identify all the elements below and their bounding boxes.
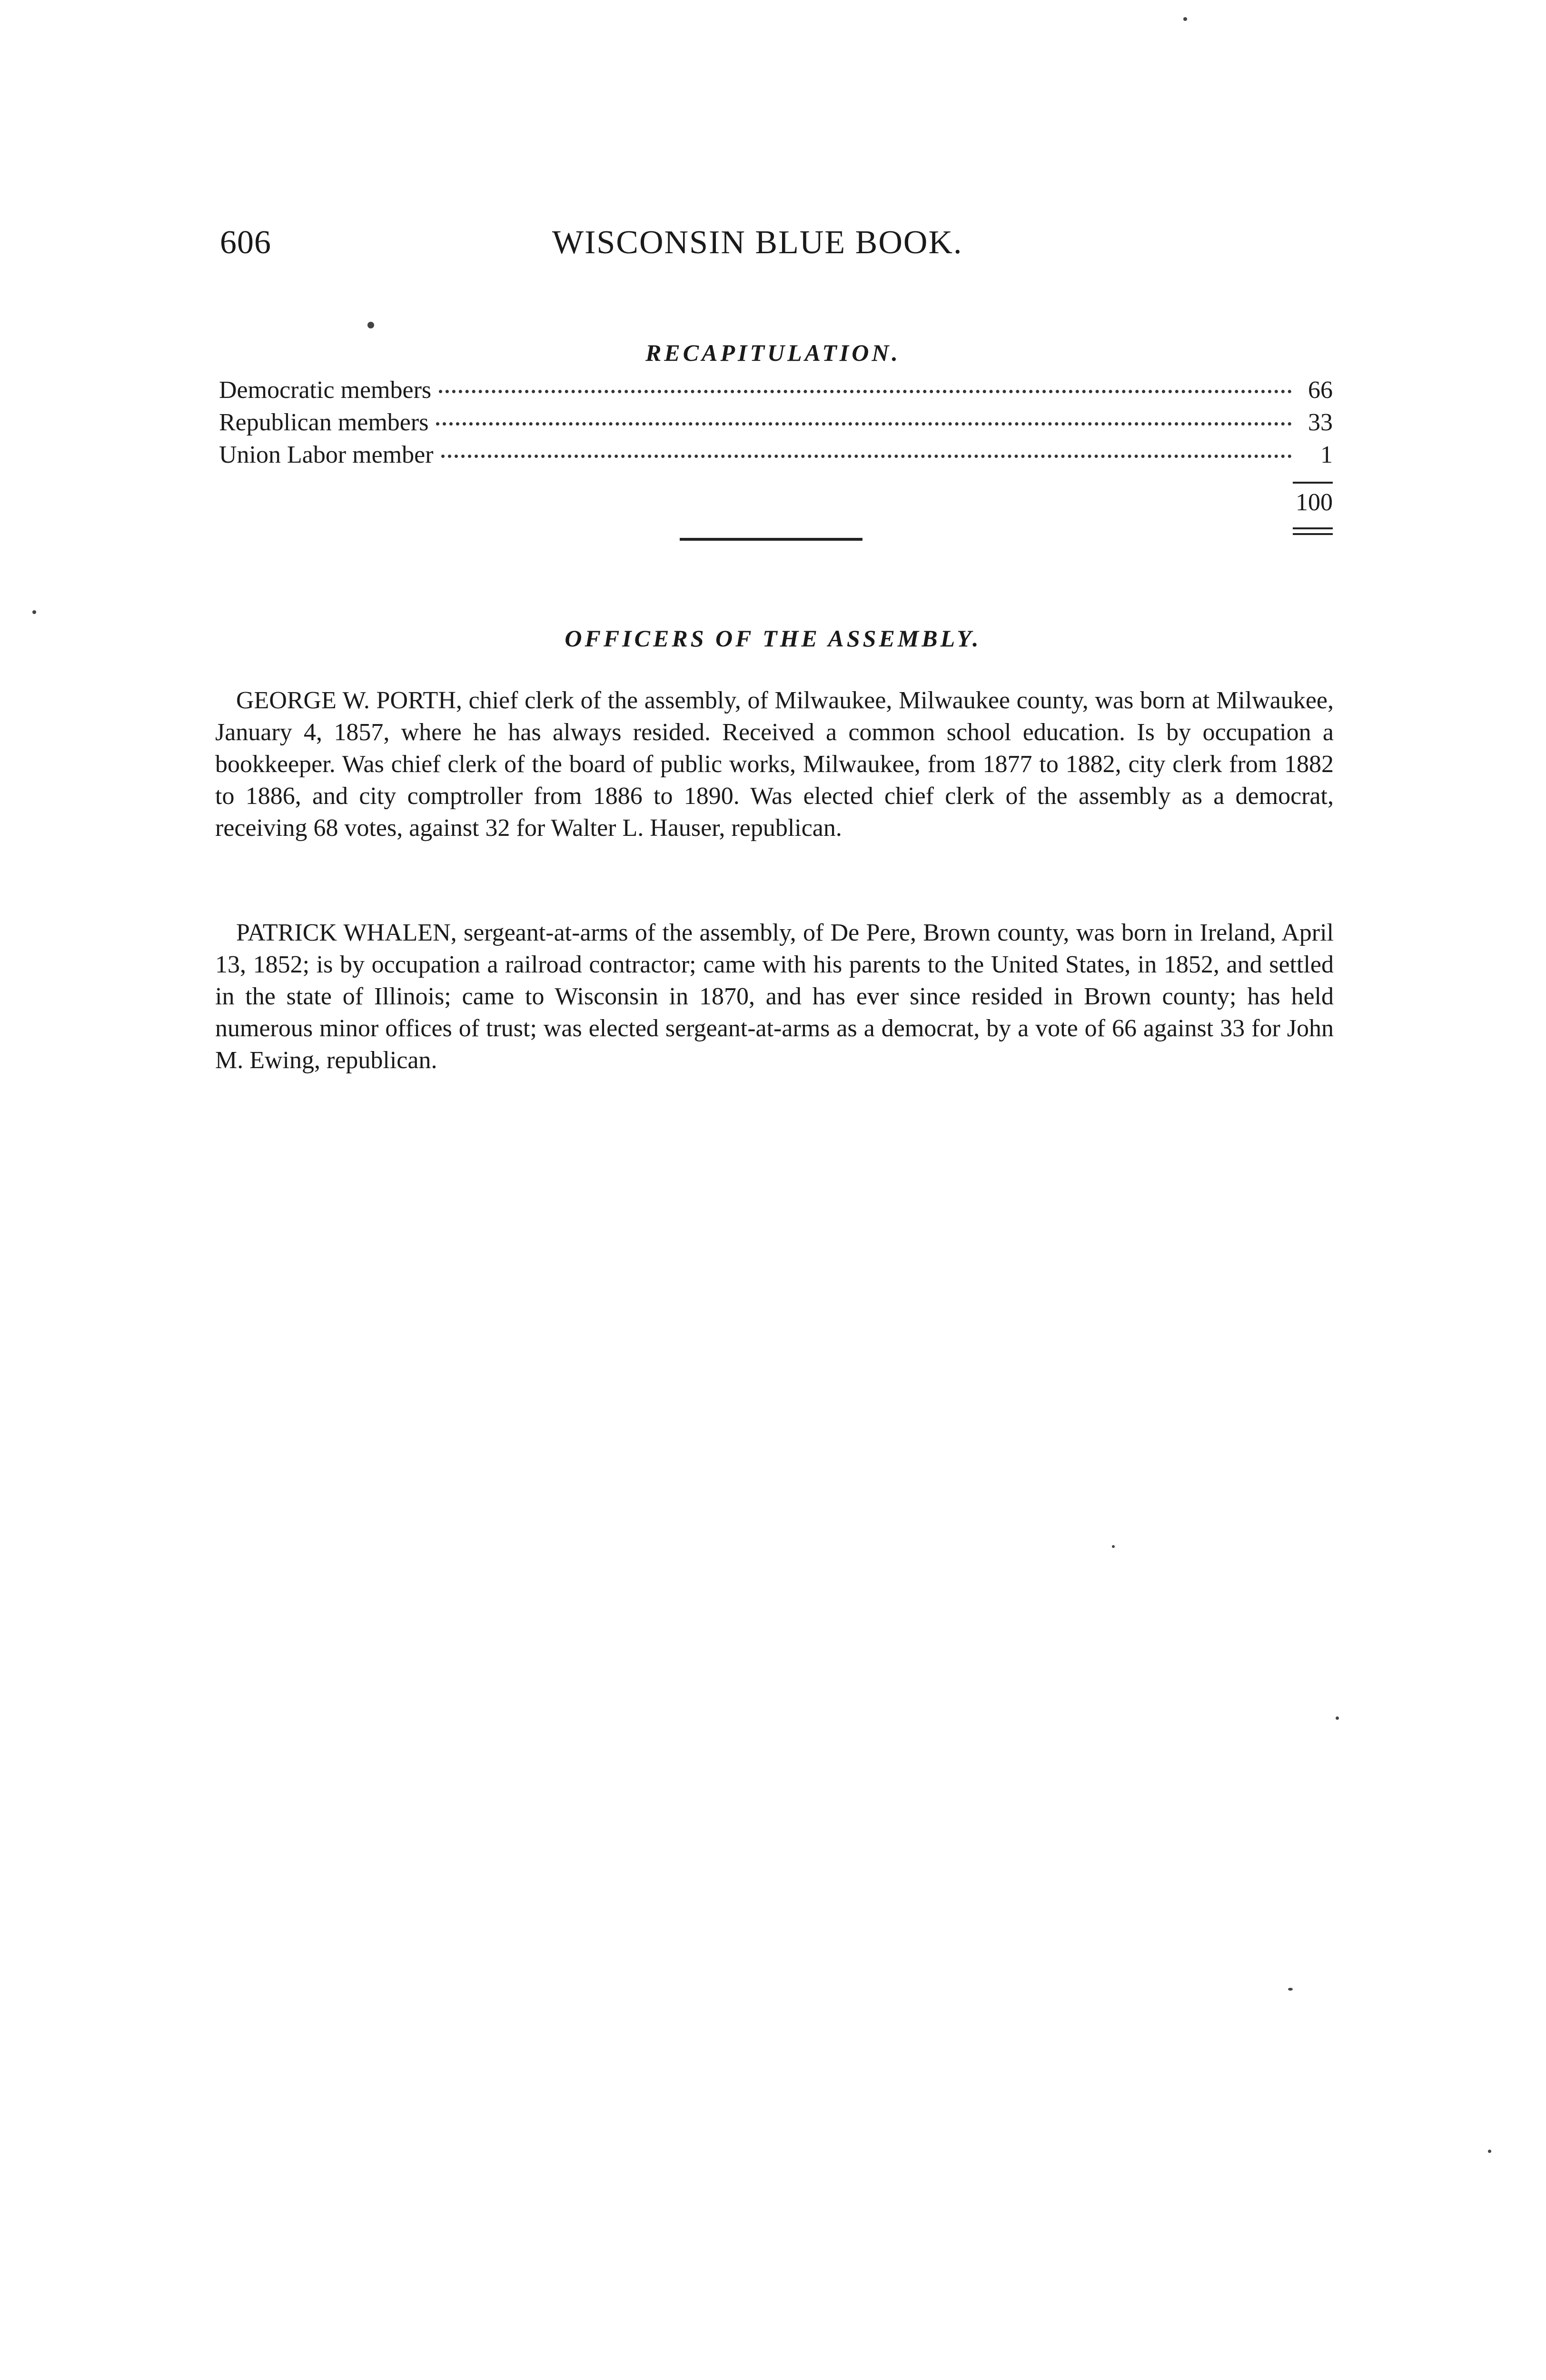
recap-label: Republican members <box>219 409 429 436</box>
recapitulation-title: RECAPITULATION. <box>645 339 901 366</box>
recap-value: 33 <box>1308 409 1333 436</box>
porth-biography <box>215 684 1334 844</box>
double-rule-upper <box>1293 527 1333 529</box>
dot-leader <box>436 422 1292 426</box>
running-head: WISCONSIN BLUE BOOK. <box>552 224 963 261</box>
section-divider <box>680 538 862 541</box>
recap-row-republican <box>219 408 1333 440</box>
recap-value: 1 <box>1320 441 1333 468</box>
paper-speck <box>1183 17 1187 21</box>
paper-speck <box>1288 1988 1293 1991</box>
dot-leader <box>441 455 1292 458</box>
page-number: 606 <box>220 224 271 261</box>
whalen-biography <box>215 917 1334 1076</box>
officers-title: OFFICERS OF THE ASSEMBLY. <box>565 625 981 652</box>
recap-row-union-labor <box>219 441 1333 472</box>
paragraph-text: GEORGE W. PORTH, chief clerk of the assembly, of Milwaukee, Milwaukee county, was born at Milwaukee, January 4, 1857, where he has always resided. Received a common school education. Is by occupation a bookkeeper. Was chief clerk of the board of public works, Milwaukee, from 1877 to 1882, city clerk from 1882 to 1886, and city comptroller from 1886 to 1890. Was elected chief clerk of the assembly as a democrat, receiving 68 votes, against 32 for Walter L. Hauser, republican. <box>215 687 1334 842</box>
paper-speck <box>1112 1545 1115 1548</box>
paragraph-text: PATRICK WHALEN, sergeant-at-arms of the assembly, of De Pere, Brown county, was born in Ireland, April 13, 1852; is by occupation a railroad contractor; came with his parents to the United States, in 1852, and settled in the state of Illinois; came to Wisconsin in 1870, and has ever since resided in Brown county; has held numerous minor offices of trust; was elected sergeant-at-arms as a democrat, by a vote of 66 against 33 for John M. Ewing, republican. <box>215 919 1334 1074</box>
recap-label: Democratic members <box>219 377 432 404</box>
recap-total: 100 <box>1296 489 1333 516</box>
recap-row-democratic <box>219 376 1333 407</box>
paper-speck <box>1488 2150 1491 2153</box>
paper-speck <box>367 322 374 328</box>
recap-label: Union Labor member <box>219 441 434 468</box>
paper-speck <box>32 610 36 614</box>
paper-speck <box>1336 1716 1339 1720</box>
double-rule-lower <box>1293 533 1333 535</box>
sum-rule <box>1293 482 1333 484</box>
dot-leader <box>439 390 1292 393</box>
recap-value: 66 <box>1308 377 1333 404</box>
